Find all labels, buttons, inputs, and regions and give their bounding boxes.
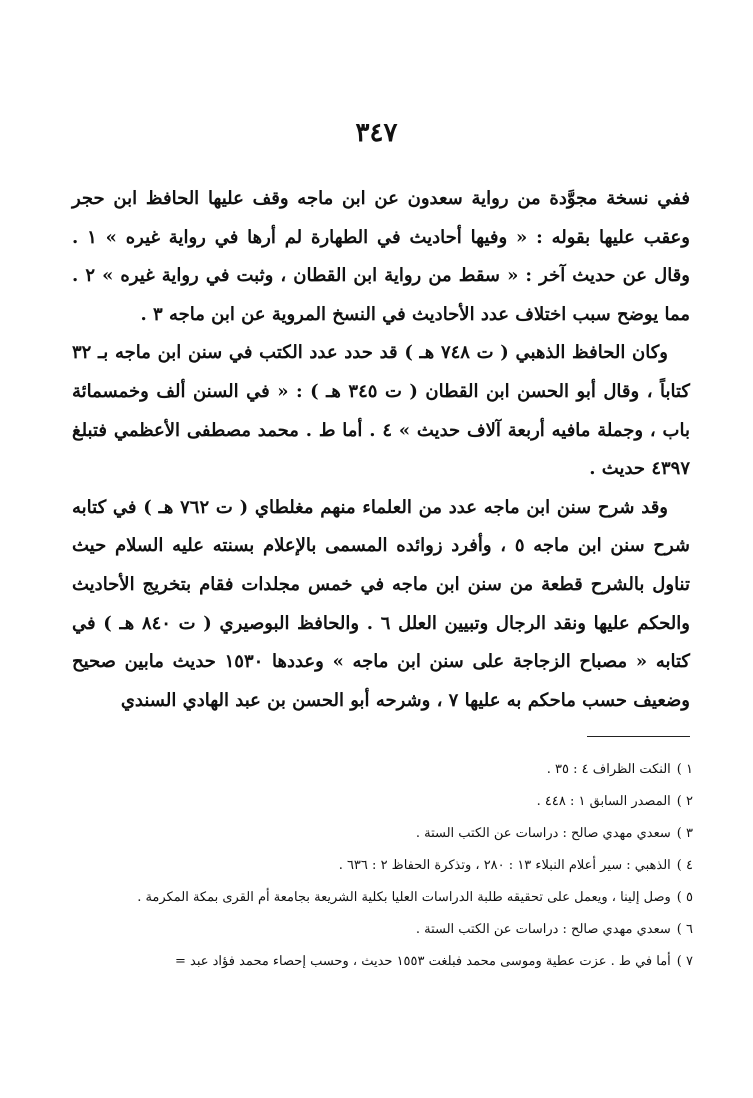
footnote-number: ٥ ) (676, 890, 693, 905)
footnote-number: ١ ) (676, 762, 693, 777)
paragraph-3: وقد شرح سنن ابن ماجه عدد من العلماء منهم مغلطاي ( ت ٧٦٢ هـ ) في كتابه شرح سنن ابن ماجه ٥ ، وأفرد زوائده المسمى بالإعلام بسنته عليه السلام حيث تناول بالشرح قطعة من سنن ابن ماجه في خمس مجلدات فقام بتخريج الأحاديث والحكم عليها ونقد الرجال وتبيين العلل ٦ . والحافظ البوصيري ( ت ٨٤٠ هـ ) في كتابه « مصباح الزجاجة على سنن ابن ماجه » وعددها ١٥٣٠ حديث مابين صحيح وضعيف حسب ماحكم به عليها ٧ ، وشرحه أبو الحسن بن عبد الهادي السندي (72, 496, 690, 711)
footnote-text: النكت الظراف ٤ : ٣٥ . (546, 762, 671, 777)
footnote-text: أما في ط . عزت عطية وموسى محمد فبلغت ١٥٥٣ حديث ، وحسب إحصاء محمد فؤاد عبد = (174, 954, 671, 969)
footnote-number: ٧ ) (676, 954, 693, 969)
footnote-4 (68, 856, 693, 876)
footnote-number: ٦ ) (676, 922, 693, 937)
footnote-text: وصل إلينا ، ويعمل على تحقيقه طلبة الدراسات العليا بكلية الشريعة بجامعة أم القرى بمكة المكرمة . (137, 890, 671, 905)
footnote-6 (68, 920, 693, 940)
footnote-number: ٢ ) (676, 794, 693, 809)
footnote-3 (68, 824, 693, 844)
footnote-1 (68, 760, 693, 780)
footnote-divider (587, 736, 690, 737)
paragraph-1: ففي نسخة مجوَّدة من رواية سعدون عن ابن ماجه وقف عليها الحافظ ابن حجر وعقب عليها بقوله : « وفيها أحاديث في الطهارة لم أرها في رواية غيره » ١ . وقال عن حديث آخر : « سقط من رواية ابن القطان ، وثبت في رواية غيره » ٢ . مما يوضح سبب اختلاف عدد الأحاديث في النسخ المروية عن ابن ماجه ٣ . (72, 188, 690, 325)
footnote-2 (68, 792, 693, 812)
footnote-number: ٤ ) (676, 858, 693, 873)
footnote-5 (68, 888, 693, 908)
paragraph-2: وكان الحافظ الذهبي ( ت ٧٤٨ هـ ) قد حدد عدد الكتب في سنن ابن ماجه بـ ٣٢ كتاباً ، وقال أبو الحسن ابن القطان ( ت ٣٤٥ هـ ) : « في السنن ألف وخمسمائة باب ، وجملة مافيه أربعة آلاف حديث » ٤ . أما ط . محمد مصطفى الأعظمي فتبلغ ٤٣٩٧ حديث . (72, 342, 690, 480)
footnotes (68, 760, 693, 984)
page-number: ٣٤٧ (355, 118, 398, 148)
footnote-number: ٣ ) (676, 826, 693, 841)
body-text (72, 180, 690, 720)
footnote-7 (68, 952, 693, 972)
footnote-text: المصدر السابق ١ : ٤٤٨ . (536, 794, 671, 809)
footnote-text: سعدي مهدي صالح : دراسات عن الكتب الستة . (415, 826, 671, 841)
footnote-text: الذهبي : سير أعلام النبلاء ١٣ : ٢٨٠ ، وتذكرة الحفاظ ٢ : ٦٣٦ . (338, 858, 671, 873)
footnote-text: سعدي مهدي صالح : دراسات عن الكتب الستة . (415, 922, 671, 937)
